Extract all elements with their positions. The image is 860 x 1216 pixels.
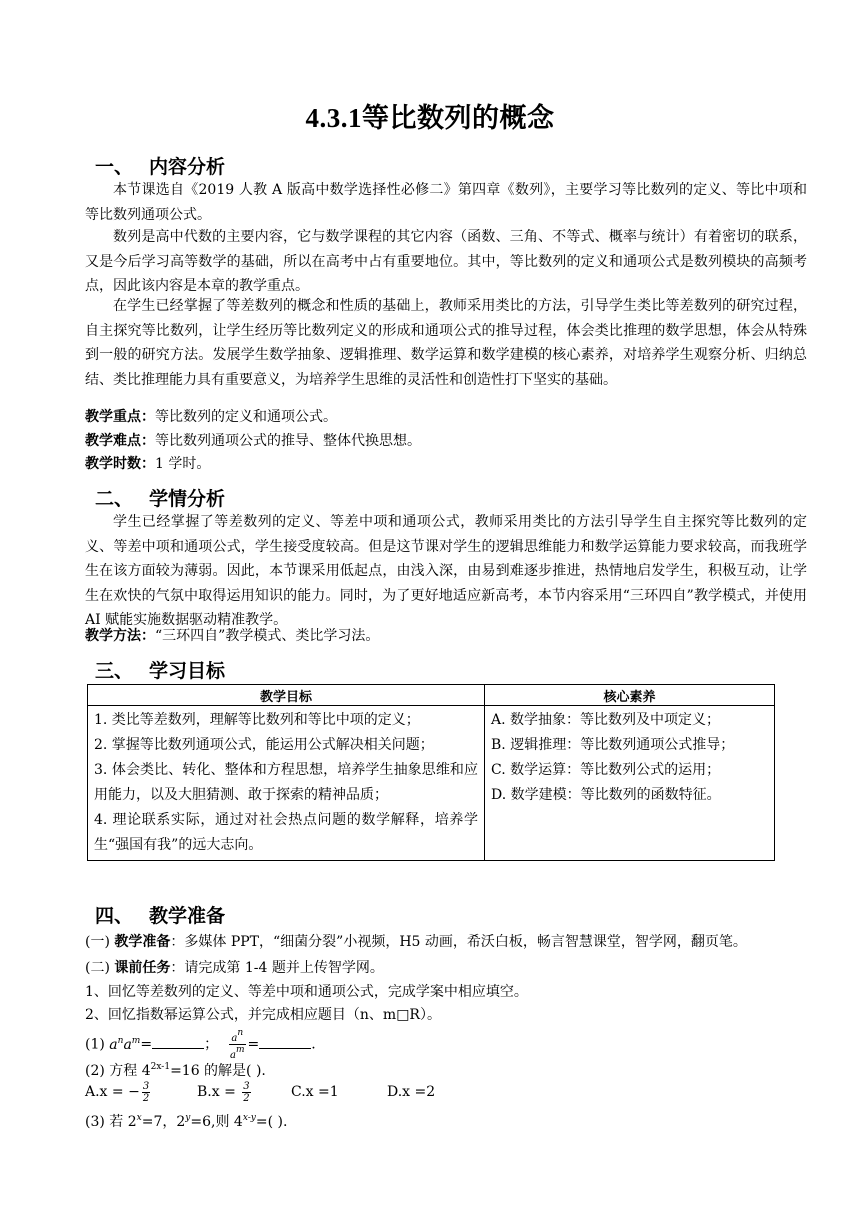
- question-text: =16 的解是( ).: [170, 1063, 266, 1079]
- label: 教学重点：: [85, 409, 155, 425]
- literacy-item: D. 数学建模：等比数列的函数特征。: [491, 787, 721, 803]
- question-text: (2) 方程 4: [85, 1063, 151, 1079]
- question-text: =6,则 4: [190, 1114, 243, 1130]
- paragraph: 学生已经掌握了等差数列的定义、等差中项和通项公式，教师采用类比的方法引导学生自主探究等比数列的定义、等差中项和通项公式，学生接受度较高。但是这节课对学生的逻辑思维能力和数学运算能力要求较高，而我班学生在该方面较为薄弱。因此，本节课采用低起点，由浅入深，由易到难逐步推进，热情地启发学生，积极互动，让学生在欢快的气氛中取得运用知识的能力。同时，为了更好地适应新高考，本节内容采用“三环四自”教学模式，并使用 AI 赋能实施数据驱动精准教学。: [85, 514, 807, 628]
- goal-item: 1. 类比等差数列，理解等比数列和等比中项的定义；: [94, 712, 420, 728]
- task-item: 2、回忆指数幂运算公式，并完成相应题目（n、m□R）。: [85, 1007, 441, 1023]
- prep-line: [85, 930, 747, 954]
- answer-blank: [259, 1034, 311, 1049]
- question-text: (3) 若 2: [85, 1114, 137, 1130]
- task-item: 1、回忆等差数列的定义、等差中项和通项公式，完成学案中相应填空。: [85, 984, 528, 1000]
- option-text: B.x =: [197, 1084, 241, 1100]
- label: 教学准备: [114, 934, 171, 950]
- equals-sign: =: [247, 1036, 260, 1053]
- period: .: [311, 1036, 316, 1053]
- goal-item: 4. 理论联系实际，通过对社会热点问题的数学解释，培养学生“强国有我”的远大志向。: [94, 812, 478, 853]
- fraction: $\frac{3}{2}$: [243, 1080, 250, 1104]
- question-2: [85, 1055, 266, 1083]
- section-number: 一、: [95, 156, 134, 178]
- paragraph: 数列是高中代数的主要内容，它与数学课程的其它内容（函数、三角、不等式、概率与统计）有着密切的联系，又是今后学习高等数学的基础，所以在高考中占有重要地位。其中，等比数列的定义和通项公式是数列模块的高频考点，因此该内容是本章的教学重点。: [85, 229, 807, 294]
- fraction: $\frac{a^n}{a^m}$: [229, 1028, 245, 1061]
- exponent: x-y: [242, 1113, 256, 1123]
- column-header-literacy: 核心素养: [485, 685, 775, 706]
- option-c: C.x =1: [291, 1084, 339, 1100]
- equals-sign: =: [140, 1036, 153, 1053]
- exponent: x: [136, 1113, 142, 1123]
- value: 1 学时。: [155, 456, 211, 472]
- option-a: [85, 1080, 197, 1104]
- label: 教学时数：: [85, 456, 155, 472]
- goals-table: [87, 684, 775, 861]
- section-title: 内容分析: [149, 156, 226, 178]
- question-2-options: [85, 1080, 435, 1104]
- section-title: 教学准备: [149, 905, 226, 927]
- question-text: =7，2: [141, 1114, 186, 1130]
- literacy-item: B. 逻辑推理：等比数列通项公式推导；: [491, 737, 735, 753]
- question-text: =( ).: [255, 1114, 288, 1130]
- section-title: 学习目标: [149, 660, 226, 682]
- exponent: y: [185, 1113, 191, 1123]
- key-point-line: [85, 405, 337, 429]
- hours-line: [85, 452, 210, 476]
- page-title: 4.3.1等比数列的概念: [305, 103, 555, 133]
- column-header-goals: 教学目标: [88, 685, 485, 706]
- literacy-item: C. 数学运算：等比数列公式的运用；: [491, 762, 721, 778]
- value: “三环四自”教学模式、类比学习法。: [155, 628, 380, 644]
- value: ：请完成第 1-4 题并上传智学网。: [170, 960, 384, 976]
- section-heading-content-analysis: [95, 152, 225, 179]
- goal-item: 2. 掌握等比数列通项公式，能运用公式解决相关问题；: [94, 737, 434, 753]
- section-title: 学情分析: [149, 488, 226, 510]
- goals-cell: [88, 706, 485, 861]
- label: 教学难点：: [85, 433, 155, 449]
- option-d: D.x =2: [387, 1084, 436, 1100]
- label: 教学方法：: [85, 628, 155, 644]
- list-marker: (二): [85, 960, 115, 976]
- task-line: [85, 956, 384, 980]
- label: 课前任务: [114, 960, 171, 976]
- literacy-item: A. 数学抽象：等比数列及中项定义；: [491, 712, 721, 728]
- section-heading-learning-goals: [95, 656, 225, 683]
- section-heading-learner-analysis: [95, 484, 225, 511]
- option-b: [197, 1080, 291, 1104]
- section-heading-teaching-prep: [95, 901, 225, 928]
- paragraph: 在学生已经掌握了等差数列的概念和性质的基础上，教师采用类比的方法，引导学生类比等差数列的研究过程，自主探究等比数列，让学生经历等比数列定义的形成和通项公式的推导过程，体会类比推理的数学思想，体会从特殊到一般的研究方法。发展学生数学抽象、逻辑推理、数学运算和数学建模的核心素养，对培养学生观察分析、归纳总结、类比推理能力具有重要意义，为培养学生思维的灵活性和创造性打下坚实的基础。: [85, 298, 807, 388]
- value: 等比数列的定义和通项公式。: [155, 409, 337, 425]
- section-number: 三、: [95, 660, 134, 682]
- literacy-cell: [485, 706, 775, 861]
- question-3: [85, 1106, 287, 1134]
- table-row: [88, 706, 775, 861]
- difficulty-line: [85, 429, 421, 453]
- option-text: A.x = −: [85, 1084, 140, 1100]
- exponent: 2x-1: [150, 1062, 171, 1072]
- math-expression: $a^na^m$: [109, 1035, 141, 1053]
- value: 等比数列通项公式的推导、整体代换思想。: [155, 433, 421, 449]
- paragraph: 本节课选自《2019 人教 A 版高中数学选择性必修二》第四章《数列》，主要学习等比数列的定义、等比中项和等比数列通项公式。: [85, 182, 807, 223]
- table-header-row: [88, 685, 775, 706]
- list-marker: (一): [85, 934, 115, 950]
- value: ：多媒体 PPT，“细菌分裂”小视频，H5 动画，希沃白板，畅言智慧课堂，智学网，翻页笔。: [170, 934, 747, 950]
- fraction: $\frac{3}{2}$: [142, 1080, 150, 1104]
- goal-item: 3. 体会类比、转化、整体和方程思想，培养学生抽象思维和应用能力，以及大胆猜测、敢于探索的精神品质；: [94, 762, 478, 803]
- question-number: (1): [85, 1036, 110, 1053]
- section-number: 二、: [95, 488, 134, 510]
- answer-blank: [152, 1034, 204, 1049]
- separator: ；: [204, 1036, 219, 1053]
- section-number: 四、: [95, 905, 134, 927]
- method-line: [85, 624, 379, 648]
